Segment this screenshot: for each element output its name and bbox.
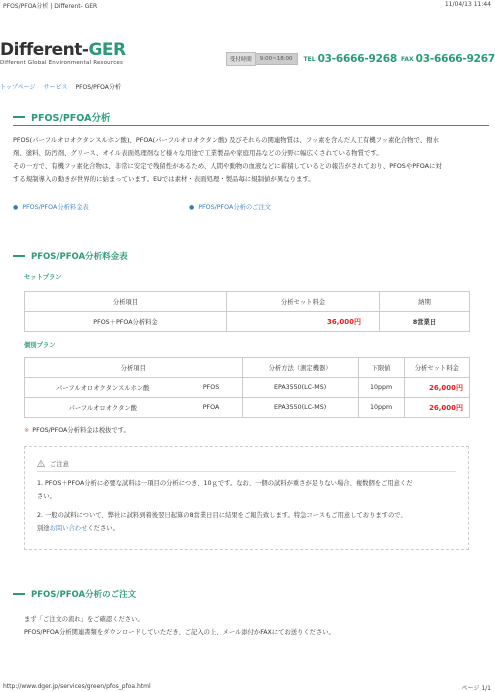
table-header: 分析項目	[25, 358, 243, 378]
tel-number[interactable]: 03-6666-9268	[317, 53, 397, 65]
individual-plan-heading: 個別プラン	[24, 342, 56, 349]
price-value: 26,000円	[428, 403, 463, 412]
caution-item-2	[37, 509, 458, 535]
order-link[interactable]	[189, 202, 271, 211]
caution-line: 2. 一般の試料について、弊社に試料到着後翌日起算の8営業日目に結果をご報告致します。特急コースもご用意しておりますので、	[37, 512, 407, 519]
table-header: 分析セット料金	[404, 358, 469, 378]
table-row	[25, 398, 470, 418]
logo-text-main: Different-	[0, 40, 89, 60]
breadcrumb-home-link[interactable]: トップページ	[0, 84, 36, 91]
table-cell: PFOA	[181, 398, 243, 418]
print-header	[0, 0, 495, 10]
logo-subtitle: Different Global Environmental Resources	[0, 60, 124, 66]
intro-paragraph	[13, 134, 485, 186]
caution-item-1	[37, 477, 458, 503]
tax-note-text: PFOS/PFOA分析料金は税抜です。	[32, 427, 130, 434]
price-value: 36,000円	[326, 317, 361, 326]
print-footer-page: ページ 1/1	[461, 685, 491, 692]
table-cell: パーフルオロオクタンスルホン酸	[25, 378, 181, 398]
logo-text-accent: GER	[88, 40, 126, 60]
title-accent-bar	[13, 593, 25, 595]
print-header-datetime: 11/04/13 11:44	[444, 1, 491, 8]
caution-line	[37, 522, 458, 535]
caution-heading	[37, 459, 69, 468]
table-header: 分析方法（測定機器）	[242, 358, 358, 378]
print-footer	[0, 682, 495, 692]
tel-label: TEL	[303, 55, 316, 63]
breadcrumb	[0, 82, 121, 91]
tax-note	[24, 425, 130, 434]
table-header: 分析項目	[25, 292, 227, 312]
table-cell: 10ppm	[358, 378, 404, 398]
caution-line: さい。	[37, 493, 56, 500]
table-header-row	[25, 292, 470, 312]
circle-bullet-icon: ●	[13, 204, 19, 211]
table-cell: パーフルオロオクタン酸	[25, 398, 181, 418]
caution-text: 別途	[37, 525, 50, 532]
order-section-title	[13, 588, 136, 600]
table-header: 下限値	[358, 358, 404, 378]
table-cell: PFOS＋PFOA分析料金	[25, 312, 227, 332]
title-accent-bar	[13, 116, 25, 118]
fax-label: FAX	[400, 55, 414, 63]
contact-info	[226, 52, 495, 66]
price-section-title-text: PFOS/PFOA分析料金表	[31, 252, 128, 262]
price-cell	[404, 378, 469, 398]
price-cell	[404, 398, 469, 418]
hours-value: 9:00~18:00	[256, 53, 298, 65]
order-line: まず「ご注文の流れ」をご確認ください。	[24, 616, 144, 623]
table-row	[25, 378, 470, 398]
breadcrumb-services-link[interactable]: サービス	[43, 84, 68, 91]
circle-bullet-icon: ●	[189, 204, 195, 211]
title-accent-bar	[13, 255, 25, 257]
page-title	[13, 110, 110, 124]
table-cell: EPA3550(LC-MS)	[242, 398, 358, 418]
price-table-link[interactable]	[13, 202, 89, 211]
set-plan-table	[24, 291, 470, 332]
warning-icon	[37, 460, 45, 467]
table-header: 分析セット料金	[227, 292, 380, 312]
price-section-title	[13, 250, 128, 262]
delivery-cell: 8営業日	[380, 312, 470, 332]
price-value: 26,000円	[428, 383, 463, 392]
title-underline	[13, 125, 489, 126]
breadcrumb-current: PFOS/PFOA分析	[75, 84, 121, 91]
caution-text: ください。	[87, 525, 119, 532]
page-title-text: PFOS/PFOA分析	[31, 113, 111, 124]
contact-link[interactable]: お問い合わせ	[49, 525, 88, 532]
table-header-row	[25, 358, 470, 378]
intro-line: その一方で、有機フッ素化合物は、非常に安定で残留性があるため、人間や動物の血液などに蓄積しているとの報告がされており、PFOSやPFOAに対	[13, 162, 442, 170]
table-cell: 10ppm	[358, 398, 404, 418]
table-header: 納期	[380, 292, 470, 312]
print-header-title: PFOS/PFOA分析 | Different- GER	[3, 3, 98, 10]
caution-line: 1. PFOS＋PFOA分析に必要な試料は一項目の分析につき、10ｇです。なお、一個の試料が重さが足りない場合、複数個をご用意くだ	[37, 480, 413, 487]
table-row	[25, 312, 470, 332]
individual-plan-table	[24, 357, 470, 418]
intro-line: する規制導入の動きが世界的に始まっています。EUでは素材・表面処理・製品毎に規制値が異なります。	[13, 175, 315, 183]
caution-divider	[37, 471, 456, 472]
price-cell	[227, 312, 380, 332]
intro-line: PFOS(パーフルオロオクタンスルホン酸)、PFOA(パーフルオロオクタン酸) 及びそれらの関連物質は、フッ素を含んだ人工有機フッ素化合物で、撥水	[13, 136, 439, 144]
fax-number: 03-6666-9267	[415, 53, 495, 65]
caution-heading-text: ご注意	[50, 461, 69, 468]
table-cell: EPA3550(LC-MS)	[242, 378, 358, 398]
hours-label: 受付時間	[226, 52, 256, 66]
order-link-label: PFOS/PFOA分析のご注文	[198, 204, 272, 211]
order-line: PFOS/PFOA分析関連書類をダウンロードしていただき、ご記入の上、メール添付かFAXにてお送りください。	[24, 629, 335, 636]
note-mark-icon: ※	[24, 427, 30, 434]
site-header	[0, 38, 495, 70]
intro-line: 剤、塗料、防汚剤、グリース、オイル表面処理剤など様々な用途で工業製品や家庭用品などの分野に幅広くされている物質です。	[13, 149, 383, 157]
site-logo[interactable]	[0, 41, 126, 66]
order-section-title-text: PFOS/PFOA分析のご注文	[31, 590, 137, 600]
print-footer-url: http://www.dger.jp/services/green/pfos_pfoa.html	[3, 683, 151, 690]
table-cell: PFOS	[181, 378, 243, 398]
caution-box	[24, 446, 469, 550]
price-table-link-label: PFOS/PFOA分析料金表	[22, 204, 89, 211]
set-plan-heading: セットプラン	[24, 274, 62, 281]
